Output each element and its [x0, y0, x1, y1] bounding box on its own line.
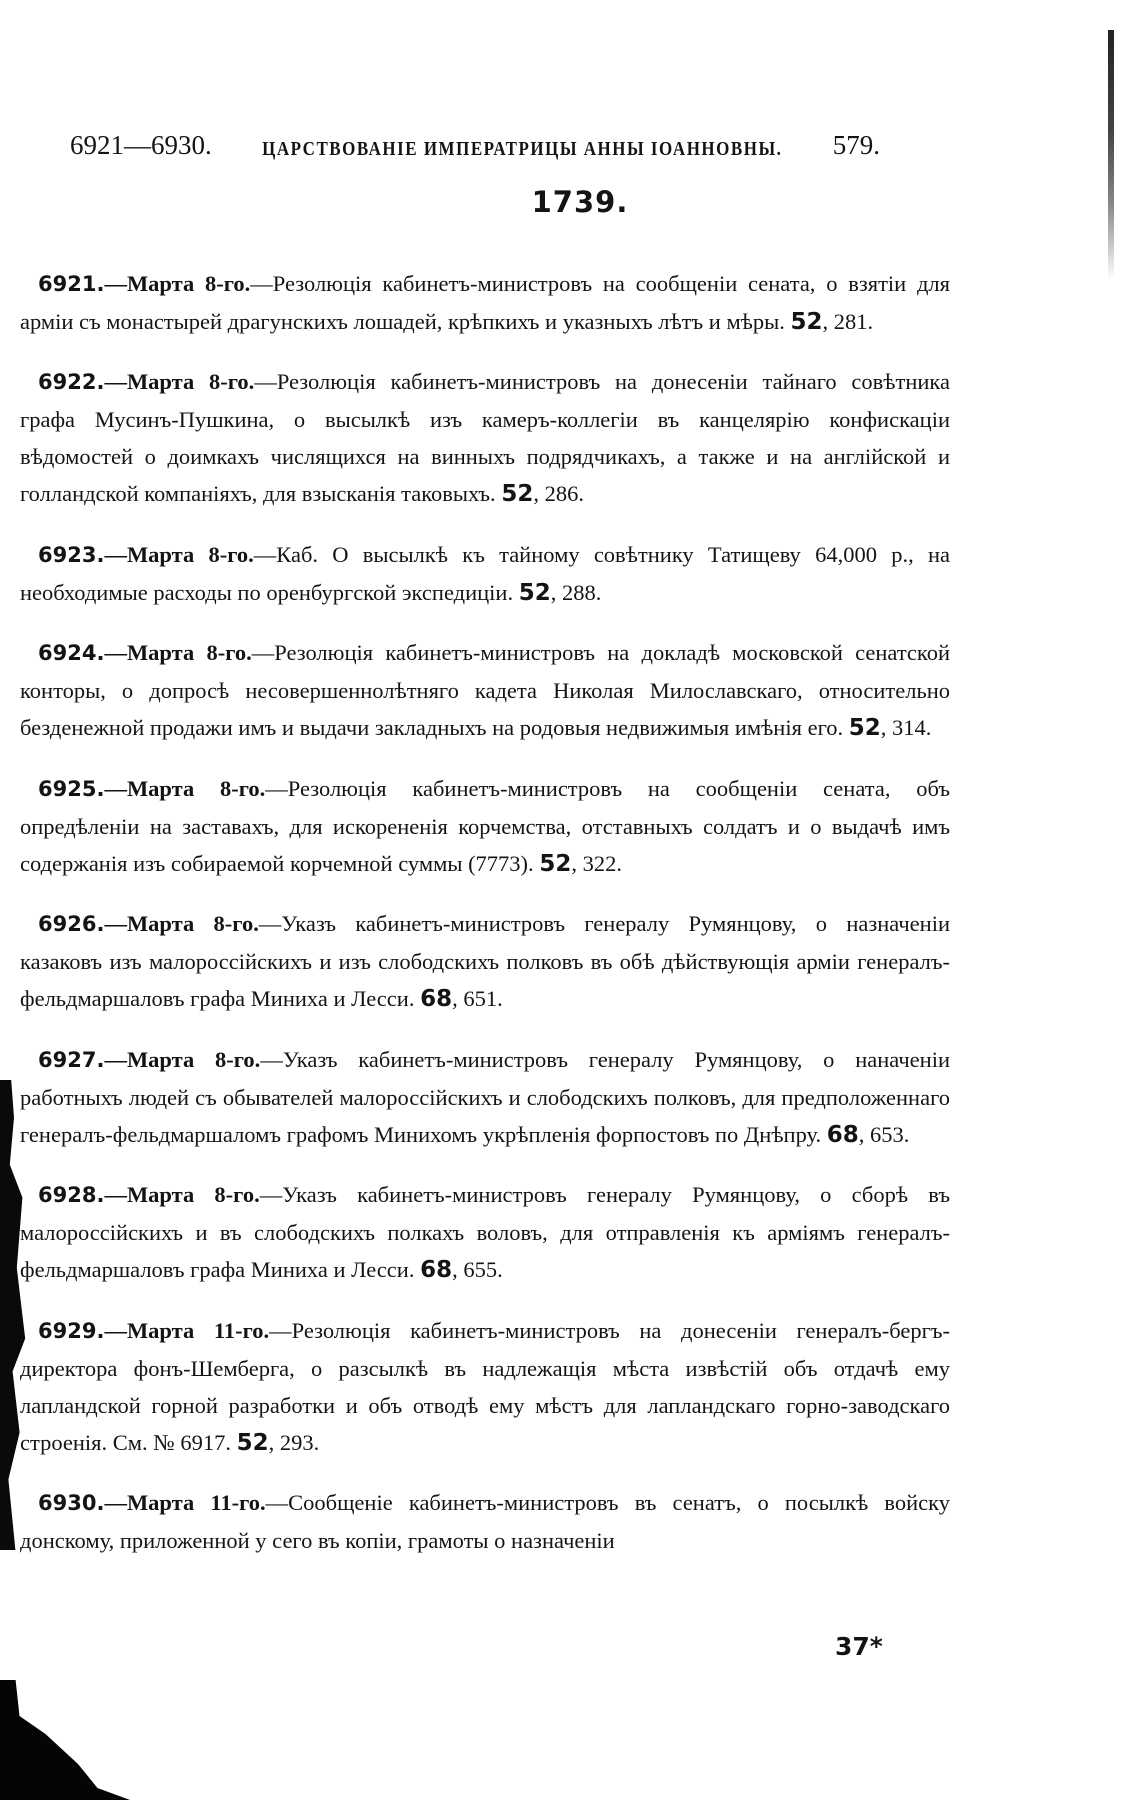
- year-heading: 1739.: [531, 185, 629, 219]
- entry-page: , 281.: [822, 308, 874, 334]
- page-number: 579.: [832, 130, 880, 160]
- entry-date: —Марта 11-го.: [104, 1490, 266, 1515]
- entry-number: 6927.: [38, 1047, 105, 1072]
- entry-volume: 68: [826, 1121, 859, 1148]
- entry-number: 6926.: [38, 912, 105, 936]
- entry-6929: [20, 1312, 950, 1462]
- entry-text: —Резолюція кабинетъ-министровъ на донесеніи тайнаго совѣтника графа Мусинъ-Пушкина, о высылкѣ изъ камеръ-коллегіи въ канцелярію конфискаціи вѣдомостей о доимкахъ числящихся на винныхъ подрядчикахъ, а также и на англійской и голландской компаніяхъ, для взысканія таковыхъ.: [20, 369, 950, 506]
- entry-date: —Марта 8-го.: [104, 541, 254, 567]
- entry-number: 6925.: [38, 776, 105, 801]
- entry-text: —Указъ кабинетъ-министровъ генералу Румянцову, о наначеніи работныхъ людей съ обывателей малороссійскихъ и слободскихъ полковъ, для предположеннаго генералъ-фельдмаршаломъ графомъ Минихомъ укрѣпленія форпостовъ по Днѣпру.: [20, 1046, 950, 1147]
- scan-corner-bottom-left: [0, 1680, 130, 1800]
- entry-text: —Указъ кабинетъ-министровъ генералу Румянцову, о назначеніи казаковъ изъ малороссійскихъ и изъ слободскихъ полковъ въ обѣ дѣйствующія арміи генералъ-фельдмаршаловъ графа Миниха и Лесси.: [20, 911, 950, 1011]
- running-head: [70, 130, 880, 161]
- entry-6926: [20, 905, 950, 1018]
- entry-date: —Марта 8-го.: [104, 270, 251, 296]
- entry-6922: [20, 363, 950, 513]
- entry-text: —Указъ кабинетъ-министровъ генералу Румянцову, о сборѣ въ малороссійскихъ и въ слободскихъ полкахъ воловъ, для отправленія къ арміямъ генералъ-фельдмаршаловъ графа Миниха и Лесси.: [20, 1182, 950, 1282]
- entry-6925: [20, 770, 950, 883]
- entry-6923: [20, 536, 950, 612]
- running-title: ЦАРСТВОВАНІЕ ИМПЕРАТРИЦЫ АННЫ ІОАННОВНЫ.: [262, 137, 783, 160]
- entry-volume: 52: [236, 1429, 269, 1456]
- entry-number: 6921.: [38, 271, 105, 296]
- entry-page: , 286.: [533, 481, 584, 506]
- entries-list: [20, 242, 950, 1581]
- entry-text: —Резолюція кабинетъ-министровъ на сообщеніи сената, объ опредѣленіи на заставахъ, для искорененія корчемства, отставныхъ солдатъ и о выдачѣ имъ содержанія изъ собираемой корчемной суммы (7773).: [20, 775, 950, 876]
- entry-text: —Резолюція кабинетъ-министровъ на сообщеніи сената, о взятіи для арміи съ монастырей драгунскихъ лошадей, крѣпкихъ и указныхъ лѣтъ и мѣры.: [20, 270, 950, 334]
- entry-number: 6930.: [38, 1491, 105, 1515]
- entry-number: 6928.: [38, 1183, 105, 1207]
- entry-number: 6929.: [38, 1318, 105, 1343]
- entry-number: 6924.: [38, 641, 105, 665]
- entry-6921: [20, 265, 950, 341]
- entry-date: —Марта 8-го.: [104, 369, 255, 394]
- entry-page: , 653.: [858, 1121, 910, 1147]
- entry-6927: [20, 1041, 950, 1154]
- entry-date: —Марта 8-го.: [104, 911, 259, 936]
- entry-date: —Марта 8-го.: [104, 1046, 261, 1072]
- entry-date: —Марта 11-го.: [104, 1317, 270, 1343]
- entry-page: , 655.: [452, 1257, 503, 1282]
- entry-number: 6923.: [38, 542, 105, 567]
- entry-date: —Марта 8-го.: [104, 1182, 260, 1207]
- signature-mark: 37*: [835, 1632, 883, 1661]
- entry-volume: 52: [848, 715, 881, 741]
- entry-6930: [20, 1484, 950, 1559]
- entry-page: , 293.: [268, 1429, 320, 1455]
- entry-number: 6922.: [38, 370, 105, 394]
- entry-volume: 52: [518, 579, 551, 606]
- entry-range: 6921—6930.: [70, 130, 212, 160]
- entry-6924: [20, 634, 950, 747]
- entry-text: —Каб. О высылкѣ къ тайному совѣтнику Татищеву 64,000 р., на необходимые расходы по оренбургской экспедиціи.: [20, 541, 950, 605]
- scan-edge-right: [1108, 30, 1114, 280]
- entry-page: , 314.: [880, 715, 932, 740]
- entry-page: , 322.: [571, 850, 622, 876]
- entry-volume: 68: [420, 1257, 453, 1283]
- entry-volume: 52: [790, 308, 823, 335]
- entry-volume: 52: [501, 481, 534, 507]
- entry-text: —Резолюція кабинетъ-министровъ на докладѣ московской сенатской конторы, о допросѣ несовершеннолѣтняго кадета Николая Милославскаго, относительно безденежной продажи имъ и выдачи закладныхъ на родовыя недвижимыя имѣнія его.: [20, 640, 951, 740]
- entry-6928: [20, 1176, 950, 1289]
- entry-page: , 288.: [550, 579, 602, 605]
- entry-volume: 52: [539, 850, 572, 877]
- entry-volume: 68: [420, 986, 453, 1012]
- entry-date: —Марта 8-го.: [104, 640, 252, 665]
- entry-page: , 651.: [452, 986, 503, 1011]
- entry-text: —Резолюція кабинетъ-министровъ на донесеніи генералъ-бергъ-директора фонъ-Шемберга, о разсылкѣ въ надлежащія мѣста извѣстій объ отдачѣ ему лапландской горной разработки и объ отводѣ ему мѣстъ для лапландскаго горно-заводскаго строенія. См. № 6917.: [20, 1317, 950, 1455]
- entry-date: —Марта 8-го.: [104, 775, 266, 801]
- entry-text: —Сообщеніе кабинетъ-министровъ въ сенатъ, о посылкѣ войску донскому, приложенной у сего въ копіи, грамоты о назначеніи: [20, 1490, 950, 1553]
